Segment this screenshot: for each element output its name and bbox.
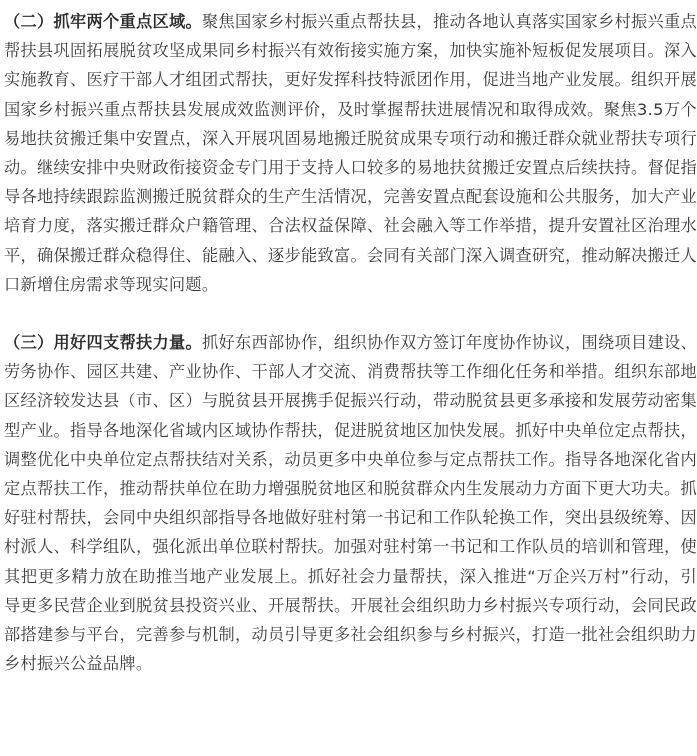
section-three-text: 抓好东西部协作，组织协作双方签订年度协作协议，围绕项目建设、劳务协作、园区共建、产业协作、干部人才交流、消费帮扶等工作细化任务和举措。组织东部地区经济较发达县（市、区）与脱贫县开展携手促振兴行动，带动脱贫县更多承接和发展劳动密集型产业。指导各地深化省域内区域协作帮扶，促进脱贫地区加快发展。抓好中央单位定点帮扶，调整优化中央单位定点帮扶结对关系，动员更多中央单位参与定点帮扶工作。指导各地深化省内定点帮扶工作，推动帮扶单位在助力增强脱贫地区和脱贫群众内生发展动力方面下更大功夫。抓好驻村帮扶，会同中央组织部指导各地做好驻村第一书记和工作队轮换工作，突出县级统筹、因村派人、科学组队，强化派出单位联村帮扶。加强对驻村第一书记和工作队员的培训和管理，使其把更多精力放在助推当地产业发展上。抓好社会力量帮扶，深入推进“万企兴万村”行动，引导更多民营企业到脱贫县投资兴业、开展帮扶。开展社会组织助力乡村振兴专项行动，会同民政部搭建参与平台，完善参与机制，动员引导更多社会组织参与乡村振兴，打造一批社会组织助力乡村振兴公益品牌。 bbox=[4, 333, 697, 674]
section-two-paragraph bbox=[4, 7, 697, 299]
section-three-paragraph bbox=[4, 328, 697, 678]
section-three-heading: （三）用好四支帮扶力量。 bbox=[4, 333, 202, 353]
section-two-text: 聚焦国家乡村振兴重点帮扶县，推动各地认真落实国家乡村振兴重点帮扶县巩固拓展脱贫攻坚成果同乡村振兴有效衔接实施方案，加快实施补短板促发展项目。深入实施教育、医疗干部人才组团式帮扶，更好发挥科技特派团作用，促进当地产业发展。组织开展国家乡村振兴重点帮扶县发展成效监测评价，及时掌握帮扶进展情况和取得成效。聚焦3.5万个易地扶贫搬迁集中安置点，深入开展巩固易地搬迁脱贫成果专项行动和搬迁群众就业帮扶专项行动。继续安排中央财政衔接资金专门用于支持人口较多的易地扶贫搬迁安置点后续扶持。督促指导各地持续跟踪监测搬迁脱贫群众的生产生活情况，完善安置点配套设施和公共服务，加大产业培育力度，落实搬迁群众户籍管理、合法权益保障、社会融入等工作举措，提升安置社区治理水平，确保搬迁群众稳得住、能融入、逐步能致富。会同有关部门深入调查研究，推动解决搬迁人口新增住房需求等现实问题。 bbox=[4, 12, 697, 294]
section-two-heading: （二）抓牢两个重点区域。 bbox=[4, 12, 202, 31]
